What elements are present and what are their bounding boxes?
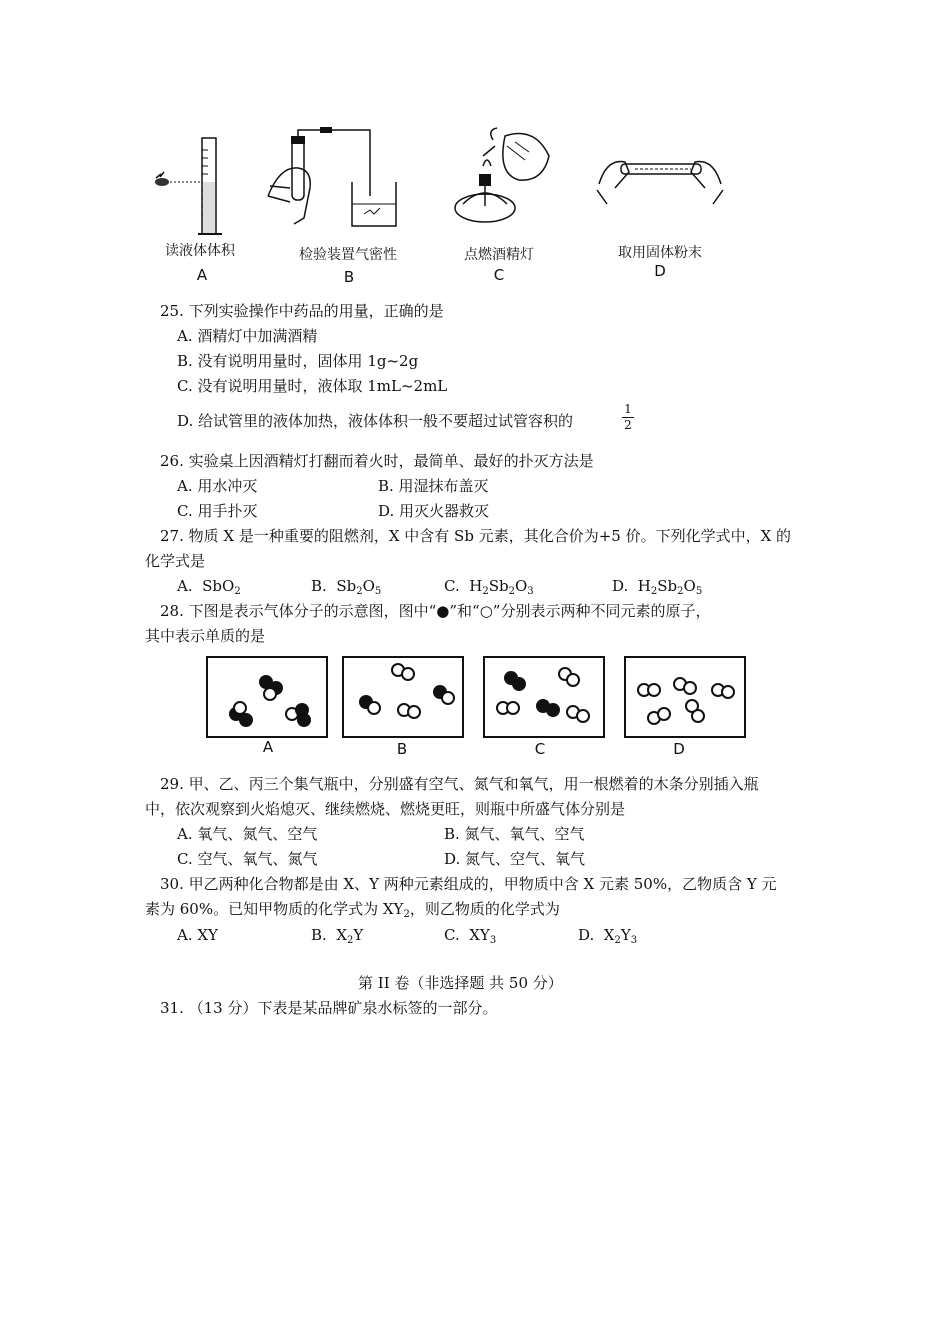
option-label: C. xyxy=(444,577,460,595)
molecules-d xyxy=(626,658,744,736)
molecules-b xyxy=(344,658,462,736)
caption-a: 读液体体积 xyxy=(165,243,235,259)
q27-option-c: C. $H_2Sb_2O_3$ xyxy=(444,577,534,597)
q26-stem: 26. 实验桌上因酒精灯打翻而着火时，最简单、最好的扑灭方法是 xyxy=(160,452,594,470)
letter-b: B xyxy=(343,268,355,286)
q27-option-a: A. SbO$_2$ xyxy=(177,577,241,597)
molecule-letter-b: B xyxy=(396,740,408,758)
q30-stem-part1: 素为 60%。已知甲物质的化学式为 XY xyxy=(145,900,404,918)
option-label: D. xyxy=(578,926,595,944)
q26-option-a: A. 用水冲灭 xyxy=(177,477,258,495)
solid-powder-illustration xyxy=(595,150,725,220)
option-label: A. xyxy=(177,577,193,595)
q28-stem-line1: 28. 下图是表示气体分子的示意图，图中“●”和“○”分别表示两种不同元素的原子， xyxy=(160,602,711,620)
q27-option-b: B. $Sb_2O_5$ xyxy=(311,577,382,597)
q30-option-a: A. XY xyxy=(177,926,218,944)
q30-stem-part2: ，则乙物质的化学式为 xyxy=(409,900,560,918)
q29-option-d: D. 氮气、空气、氧气 xyxy=(444,850,586,868)
q27-stem-line2: 化学式是 xyxy=(145,552,206,570)
graduated-cylinder-illustration xyxy=(150,130,240,240)
fraction-denominator: 2 xyxy=(624,418,632,432)
molecule-letter-c: C xyxy=(534,740,546,758)
q25-option-d: D. 给试管里的液体加热，液体体积一般不要超过试管容积的 xyxy=(177,412,574,430)
molecule-letter-d: D xyxy=(673,740,685,758)
letter-c: C xyxy=(493,266,505,284)
molecule-box-a xyxy=(206,656,328,738)
molecule-box-b xyxy=(342,656,464,738)
q28-stem-line2: 其中表示单质的是 xyxy=(145,627,266,645)
option-label: C. xyxy=(444,926,460,944)
q25-option-b: B. 没有说明用量时，固体用 1g~2g xyxy=(177,352,419,370)
q26-option-c: C. 用手扑灭 xyxy=(177,502,258,520)
caption-b: 检验装置气密性 xyxy=(299,247,397,263)
molecule-box-c xyxy=(483,656,605,738)
q30-stem-line1: 30. 甲乙两种化合物都是由 X、Y 两种元素组成的，甲物质中含 X 元素 50%，乙物质含 Y 元 xyxy=(160,875,777,893)
letter-a: A xyxy=(196,266,208,284)
option-label: D. xyxy=(612,577,629,595)
alcohol-lamp-illustration xyxy=(445,126,565,236)
caption-d: 取用固体粉末 xyxy=(618,245,702,261)
caption-c: 点燃酒精灯 xyxy=(464,247,534,263)
figure-lab-operations xyxy=(140,120,780,290)
letter-d: D xyxy=(654,262,666,280)
q29-stem-line2: 中，依次观察到火焰熄灭、继续燃烧、燃烧更旺，则瓶中所盛气体分别是 xyxy=(145,800,626,818)
molecule-letter-a: A xyxy=(262,738,274,756)
q25-stem: 25. 下列实验操作中药品的用量，正确的是 xyxy=(160,302,444,320)
q29-option-b: B. 氮气、氧气、空气 xyxy=(444,825,585,843)
option-label: B. xyxy=(311,926,327,944)
section-2-title: 第 II 卷（非选择题 共 50 分） xyxy=(358,974,563,992)
q26-option-d: D. 用灭火器救灭 xyxy=(378,502,490,520)
molecules-c xyxy=(485,658,603,736)
option-label: B. xyxy=(311,577,327,595)
q30-option-b: B. $X_2Y$ xyxy=(311,926,364,946)
q25-option-a: A. 酒精灯中加满酒精 xyxy=(177,327,318,345)
q30-option-d: D. $X_2Y_3$ xyxy=(578,926,638,946)
q29-option-c: C. 空气、氧气、氮气 xyxy=(177,850,318,868)
q27-option-d: D. $H_2Sb_2O_5$ xyxy=(612,577,703,597)
q30-option-c: C. $XY_3$ xyxy=(444,926,497,946)
q29-option-a: A. 氧气、氮气、空气 xyxy=(177,825,318,843)
molecules-a xyxy=(208,658,326,736)
q29-stem-line1: 29. 甲、乙、丙三个集气瓶中，分别盛有空气、氮气和氧气，用一根燃着的木条分别插入瓶 xyxy=(160,775,759,793)
q25-fraction xyxy=(622,403,634,432)
q27-stem-line1: 27. 物质 X 是一种重要的阻燃剂，X 中含有 Sb 元素，其化合价为+5 价。下列化学式中，X 的 xyxy=(160,527,792,545)
airtightness-check-illustration xyxy=(260,126,420,236)
molecule-box-d xyxy=(624,656,746,738)
q30-stem-line2: 素为 60%。已知甲物质的化学式为 $XY_2$，则乙物质的化学式为 xyxy=(145,900,560,920)
fraction-numerator: 1 xyxy=(624,402,632,416)
q26-option-b: B. 用湿抹布盖灭 xyxy=(378,477,489,495)
q25-option-c: C. 没有说明用量时，液体取 1mL~2mL xyxy=(177,377,448,395)
q31-stem: 31. （13 分）下表是某品牌矿泉水标签的一部分。 xyxy=(160,999,498,1017)
